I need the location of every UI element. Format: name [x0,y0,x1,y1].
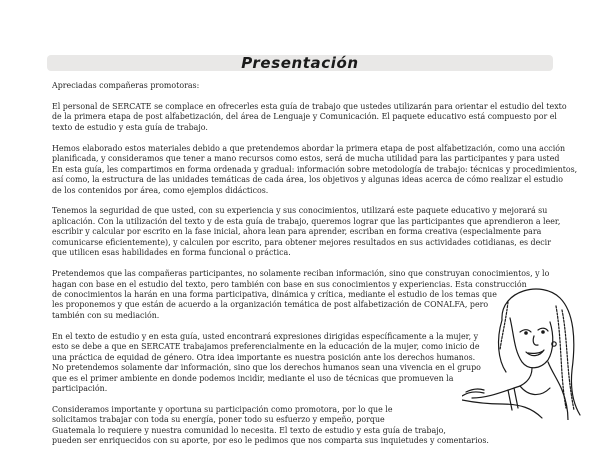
paragraph-line: Hemos elaborado estos materiales debido a que pretendemos abordar la primera etapa de post alfabetización, como una acción [52,143,566,153]
paragraph-line: hagan con base en el estudio del texto, pero también con base en sus conocimientos y experiencias. Esta construcción [52,279,527,289]
paragraph-line: una práctica de equidad de género. Otra idea importante es nuestra posición ante los derechos humanos. [52,352,476,362]
paragraph-line: El personal de SERCATE se complace en ofrecerles esta guía de trabajo que ustedes utilizarán para orientar el estudio del texto [52,101,567,111]
paragraph-line: de conocimientos la harán en una forma participativa, dinámica y crítica, mediante el estudio de los temas que [52,290,497,299]
paragraph-line: participación. [52,384,108,394]
paragraph-line: No pretendemos solamente dar información, sino que los derechos humanos sean una vivencia en el grupo [52,363,481,373]
page-title: Presentación [241,54,359,72]
paragraph-line: texto de estudio y esta guía de trabajo. [52,122,208,132]
paragraph [52,102,572,133]
paragraph-line: escribir y calcular por escrito en la fase inicial, ahora lean para aprender, escriban en forma creativa (especialmente para [52,227,542,237]
paragraph [52,206,572,258]
paragraph-line: planificada, y consideramos que tener a mano recursos como estos, será de mucha utilidad para las participantes y para usted [52,154,560,164]
paragraph-line: esto se debe a que en SERCATE trabajamos preferencialmente en la educación de la mujer, como inicio de [52,342,480,352]
paragraph-line: Guatemala lo requiere y nuestra comunidad lo necesita. El texto de estudio y esta guía de trabajo, [52,425,446,435]
paragraph-line: de los contenidos por área, como ejemplos didácticos. [52,185,269,195]
paragraph-line: de la primera etapa de post alfabetización, del área de Lenguaje y Comunicación. El paquete educativo está compuesto por el [52,112,557,122]
woman-presenting-illustration-icon [462,280,594,420]
paragraph-line: Consideramos importante y oportuna su participación como promotora, por lo que le [52,404,393,414]
greeting [52,81,572,91]
paragraph-line: En el texto de estudio y en esta guía, usted encontrará expresiones dirigidas específicamente a la mujer, y [52,331,479,341]
paragraph-line: Tenemos la seguridad de que usted, con su experiencia y sus conocimientos, utilizará este paquete educativo y mejorará su [52,206,548,216]
paragraph-line: Pretendemos que las compañeras participantes, no solamente reciban información, sino que construyan conocimientos, y lo [52,269,550,279]
paragraph-line: también con su mediación. [52,310,160,320]
paragraph-line: comunicarse eficientemente), y calculen por escrito, para obtener mejores resultados en sus actividades cotidianas, es decir [52,237,551,247]
paragraph-line: que utilicen esas habilidades en forma funcional o práctica. [52,248,291,258]
paragraph-line: aplicación. Con la utilización del texto y de esta guía de trabajo, queremos lograr que las participantes que aprendieron a leer, [52,216,561,226]
paragraph-line: les proponemos y que están de acuerdo a la organización temática de post alfabetización de CONALFA, pero [52,300,489,310]
paragraph-line: que es el primer ambiente en donde podemos incidir, mediante el uso de técnicas que promueven la [52,373,454,383]
paragraph-line: pueden ser enriquecidos con su aporte, por eso le pedimos que nos comparta sus inquietudes y comentarios. [52,436,489,446]
title-bar [47,55,553,71]
paragraph-line: así como, la estructura de las unidades temáticas de cada área, los objetivos y algunas ideas acerca de cómo realizar el estudio [52,175,564,185]
paragraph [52,143,578,196]
greeting-line: Apreciadas compañeras promotoras: [52,81,200,90]
paragraph-line: En esta guía, les compartimos en forma ordenada y gradual: información sobre metodología de trabajo: técnicas y procedimientos, [52,164,578,174]
paragraph-line: solicitamos trabajar con toda su energía, poner todo su esfuerzo y empeño, porque [52,415,385,425]
